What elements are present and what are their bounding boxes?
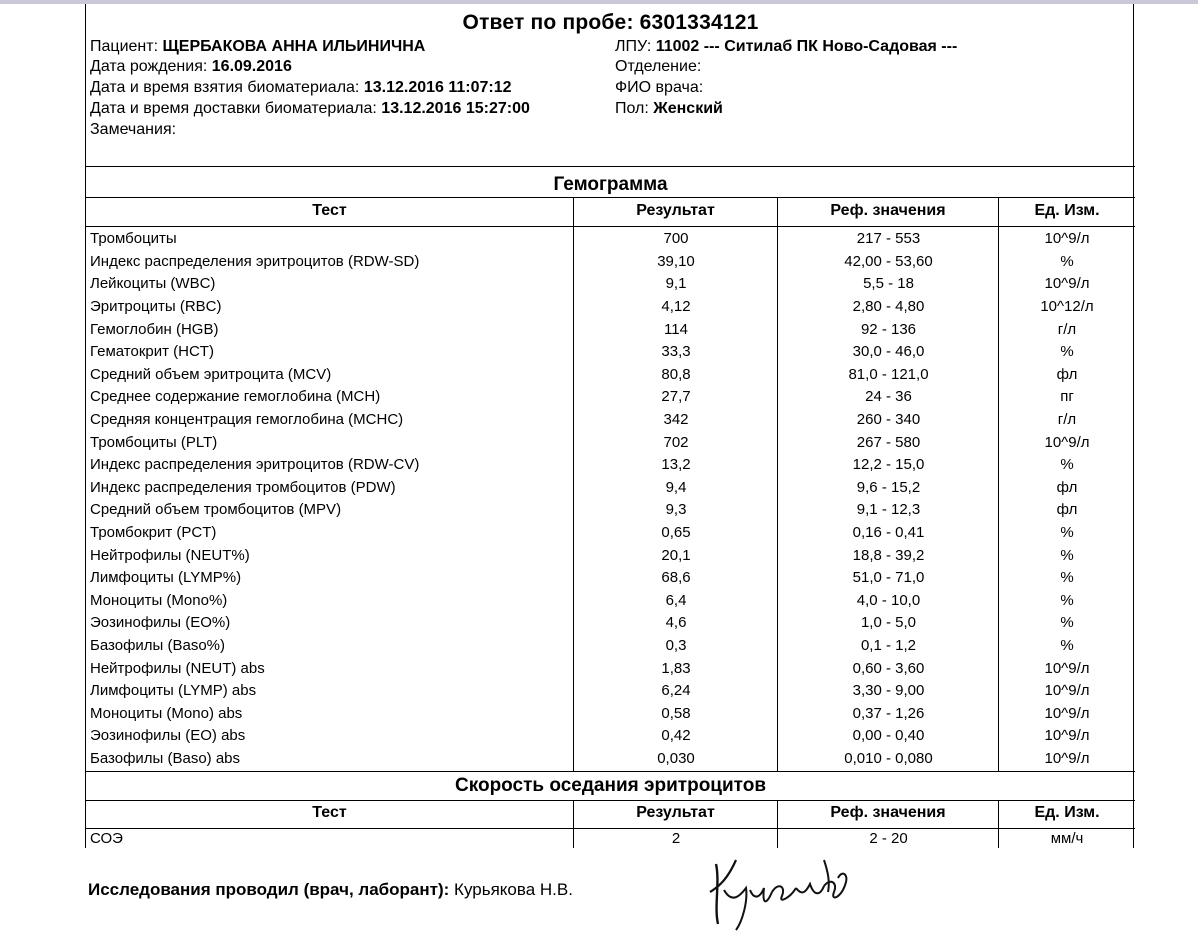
table-row <box>86 431 1135 454</box>
cell-result: 9,3 <box>665 501 687 519</box>
report-title: Ответ по пробе: 6301334121 <box>462 11 759 34</box>
col-header-test: Тест <box>312 202 347 219</box>
table-row <box>86 680 1135 703</box>
cell-result: 700 <box>663 230 689 248</box>
divider-line <box>86 226 1135 227</box>
table-row <box>86 454 1135 477</box>
table-row <box>86 828 1135 851</box>
dob-value: 16.09.2016 <box>211 58 292 75</box>
cell-result: 68,6 <box>661 569 691 587</box>
cell-unit: пг <box>1060 388 1074 406</box>
esr-table <box>86 828 1135 851</box>
cell-unit: % <box>1060 524 1074 542</box>
cell-ref: 92 - 136 <box>860 320 917 338</box>
cell-test: Эозинофилы (EO%) <box>90 614 231 632</box>
hemogram-section-title: Гемограмма <box>553 174 668 195</box>
cell-test: Тромбоциты <box>90 230 177 248</box>
cell-test: Индекс распределения эритроцитов (RDW-CV) <box>90 456 420 474</box>
cell-result: 0,030 <box>657 749 695 767</box>
cell-unit: 10^9/л <box>1044 682 1090 700</box>
cell-ref: 18,8 - 39,2 <box>852 546 925 564</box>
cell-ref: 81,0 - 121,0 <box>848 365 929 383</box>
table-row <box>86 612 1135 635</box>
cell-unit: % <box>1060 546 1074 564</box>
cell-unit: фл <box>1056 365 1078 383</box>
cell-test: Моноциты (Mono%) <box>90 591 228 609</box>
esr-col-header-result: Результат <box>636 804 715 821</box>
cell-test: Базофилы (Baso) abs <box>90 749 241 767</box>
cell-test: Лимфоциты (LYMP) abs <box>90 682 257 700</box>
lpu-value: 11002 --- Ситилаб ПК Ново-Садовая --- <box>655 38 958 55</box>
cell-result: 9,4 <box>665 478 687 496</box>
cell-unit: % <box>1060 343 1074 361</box>
table-row <box>86 522 1135 545</box>
cell-result: 9,1 <box>665 275 687 293</box>
cell-result: 6,24 <box>661 682 691 700</box>
table-row <box>86 748 1135 771</box>
cell-ref: 42,00 - 53,60 <box>844 252 933 270</box>
cell-ref: 51,0 - 71,0 <box>852 569 925 587</box>
remarks-line <box>90 120 176 140</box>
cell-test: Нейтрофилы (NEUT) abs <box>90 659 265 677</box>
cell-test: Лейкоциты (WBC) <box>90 275 216 293</box>
delivered-label: Дата и время доставки биоматериала: <box>90 100 377 117</box>
cell-test: Средний объем тромбоцитов (MPV) <box>90 501 342 519</box>
table-row <box>86 364 1135 387</box>
table-row <box>86 725 1135 748</box>
cell-unit: фл <box>1056 501 1078 519</box>
remarks-label: Замечания: <box>90 121 177 138</box>
patient-name-value: ЩЕРБАКОВА АННА ИЛЬИНИЧНА <box>162 38 426 55</box>
cell-ref: 12,2 - 15,0 <box>852 456 925 474</box>
cell-result: 0,65 <box>661 524 691 542</box>
divider-line <box>86 197 1135 198</box>
taken-line <box>90 78 512 98</box>
table-row <box>86 251 1135 274</box>
cell-test: СОЭ <box>90 830 123 848</box>
cell-test: Индекс распределения тромбоцитов (PDW) <box>90 478 396 496</box>
table-row <box>86 499 1135 522</box>
table-row <box>86 635 1135 658</box>
cell-result: 39,10 <box>657 252 695 270</box>
cell-ref: 217 - 553 <box>856 230 921 248</box>
cell-test: Гемоглобин (HGB) <box>90 320 219 338</box>
divider-line <box>86 166 1135 167</box>
col-header-result: Результат <box>636 202 715 219</box>
cell-result: 114 <box>664 320 688 338</box>
cell-test: Средняя концентрация гемоглобина (MCHC) <box>90 411 404 429</box>
cell-test: Нейтрофилы (NEUT%) <box>90 546 250 564</box>
cell-unit: г/л <box>1057 320 1077 338</box>
delivered-value: 13.12.2016 15:27:00 <box>381 100 530 117</box>
cell-test: Моноциты (Mono) abs <box>90 704 243 722</box>
table-row <box>86 657 1135 680</box>
cell-unit: % <box>1060 456 1074 474</box>
dob-line <box>90 57 292 77</box>
table-row <box>86 386 1135 409</box>
cell-unit: 10^9/л <box>1044 727 1090 745</box>
dob-label: Дата рождения: <box>90 58 208 75</box>
cell-result: 4,12 <box>661 298 691 316</box>
cell-test: Средний объем эритроцита (MCV) <box>90 365 332 383</box>
cell-test: Базофилы (Baso%) <box>90 636 226 654</box>
table-row <box>86 228 1135 251</box>
table-row <box>86 318 1135 341</box>
doctor-label: ФИО врача: <box>615 79 704 96</box>
cell-result: 80,8 <box>661 365 691 383</box>
sex-line <box>615 99 723 119</box>
cell-unit: % <box>1060 614 1074 632</box>
cell-ref: 0,1 - 1,2 <box>860 636 917 654</box>
col-header-ref: Реф. значения <box>830 202 946 219</box>
cell-ref: 0,37 - 1,26 <box>852 704 925 722</box>
cell-test: Эритроциты (RBC) <box>90 298 222 316</box>
esr-col-header-unit: Ед. Изм. <box>1034 804 1100 821</box>
table-row <box>86 477 1135 500</box>
table-row <box>86 702 1135 725</box>
sex-label: Пол: <box>615 100 649 117</box>
performed-by-value: Курьякова Н.В. <box>454 880 573 899</box>
cell-result: 0,3 <box>665 636 687 654</box>
cell-test: Тромбоциты (PLT) <box>90 433 218 451</box>
esr-col-header-ref: Реф. значения <box>830 804 946 821</box>
cell-test: Индекс распределения эритроцитов (RDW-SD) <box>90 252 420 270</box>
esr-col-header-test: Тест <box>312 804 347 821</box>
cell-ref: 4,0 - 10,0 <box>856 591 921 609</box>
cell-result: 13,2 <box>661 456 691 474</box>
lpu-label: ЛПУ: <box>615 38 652 55</box>
cell-unit: фл <box>1056 478 1078 496</box>
cell-result: 6,4 <box>665 591 687 609</box>
cell-ref: 0,60 - 3,60 <box>852 659 925 677</box>
cell-test: Среднее содержание гемоглобина (MCH) <box>90 388 381 406</box>
cell-ref: 267 - 580 <box>856 433 921 451</box>
cell-ref: 0,010 - 0,080 <box>844 749 933 767</box>
cell-test: Эозинофилы (EO) abs <box>90 727 246 745</box>
performed-by-label: Исследования проводил (врач, лаборант): <box>88 880 450 899</box>
cell-ref: 2,80 - 4,80 <box>852 298 925 316</box>
cell-unit: 10^9/л <box>1044 230 1090 248</box>
cell-unit: % <box>1060 569 1074 587</box>
cell-unit: 10^9/л <box>1044 749 1090 767</box>
cell-ref: 5,5 - 18 <box>863 275 914 293</box>
table-row <box>86 273 1135 296</box>
cell-unit: 10^9/л <box>1044 433 1090 451</box>
cell-unit: % <box>1060 636 1074 654</box>
report-frame <box>85 4 1134 848</box>
cell-result: 702 <box>663 433 689 451</box>
patient-name-label: Пациент: <box>90 38 159 55</box>
cell-ref: 0,00 - 0,40 <box>852 727 925 745</box>
cell-test: Гематокрит (HCT) <box>90 343 214 361</box>
cell-result: 27,7 <box>661 388 691 406</box>
cell-unit: 10^12/л <box>1040 298 1094 316</box>
cell-ref: 9,6 - 15,2 <box>856 478 921 496</box>
cell-unit: % <box>1060 252 1074 270</box>
cell-unit: 10^9/л <box>1044 704 1090 722</box>
esr-section-title: Скорость оседания эритроцитов <box>454 775 766 796</box>
cell-ref: 24 - 36 <box>865 388 912 406</box>
cell-ref: 9,1 - 12,3 <box>856 501 921 519</box>
sex-value: Женский <box>653 100 723 117</box>
table-row <box>86 409 1135 432</box>
cell-ref: 1,0 - 5,0 <box>860 614 917 632</box>
cell-result: 4,6 <box>665 614 687 632</box>
delivered-line <box>90 99 530 119</box>
cell-result: 33,3 <box>661 343 691 361</box>
cell-unit: мм/ч <box>1050 830 1084 848</box>
performed-by-line <box>88 880 573 900</box>
cell-test: Лимфоциты (LYMP%) <box>90 569 242 587</box>
cell-ref: 2 - 20 <box>869 830 908 848</box>
divider-line <box>86 800 1135 801</box>
cell-unit: % <box>1060 591 1074 609</box>
table-row <box>86 544 1135 567</box>
patient-name-line <box>90 37 425 57</box>
cell-result: 20,1 <box>661 546 691 564</box>
table-row <box>86 296 1135 319</box>
cell-unit: 10^9/л <box>1044 275 1090 293</box>
handwritten-signature <box>706 852 856 932</box>
cell-result: 0,58 <box>661 704 691 722</box>
cell-test: Тромбокрит (PCT) <box>90 524 217 542</box>
cell-result: 0,42 <box>661 727 691 745</box>
cell-unit: 10^9/л <box>1044 659 1090 677</box>
cell-result: 342 <box>663 411 689 429</box>
cell-ref: 3,30 - 9,00 <box>852 682 925 700</box>
cell-ref: 260 - 340 <box>856 411 921 429</box>
table-row <box>86 567 1135 590</box>
dept-label: Отделение: <box>615 58 702 75</box>
doctor-line <box>615 78 703 98</box>
taken-value: 13.12.2016 11:07:12 <box>363 79 512 96</box>
cell-result: 2 <box>671 830 681 848</box>
col-header-unit: Ед. Изм. <box>1034 202 1100 219</box>
table-row <box>86 341 1135 364</box>
cell-result: 1,83 <box>661 659 691 677</box>
cell-ref: 30,0 - 46,0 <box>852 343 925 361</box>
cell-ref: 0,16 - 0,41 <box>852 524 925 542</box>
taken-label: Дата и время взятия биоматериала: <box>90 79 360 96</box>
lpu-line <box>615 37 957 57</box>
hemogram-table <box>86 228 1135 770</box>
dept-line <box>615 57 701 77</box>
divider-line <box>86 771 1135 772</box>
cell-unit: г/л <box>1057 411 1077 429</box>
table-row <box>86 590 1135 613</box>
